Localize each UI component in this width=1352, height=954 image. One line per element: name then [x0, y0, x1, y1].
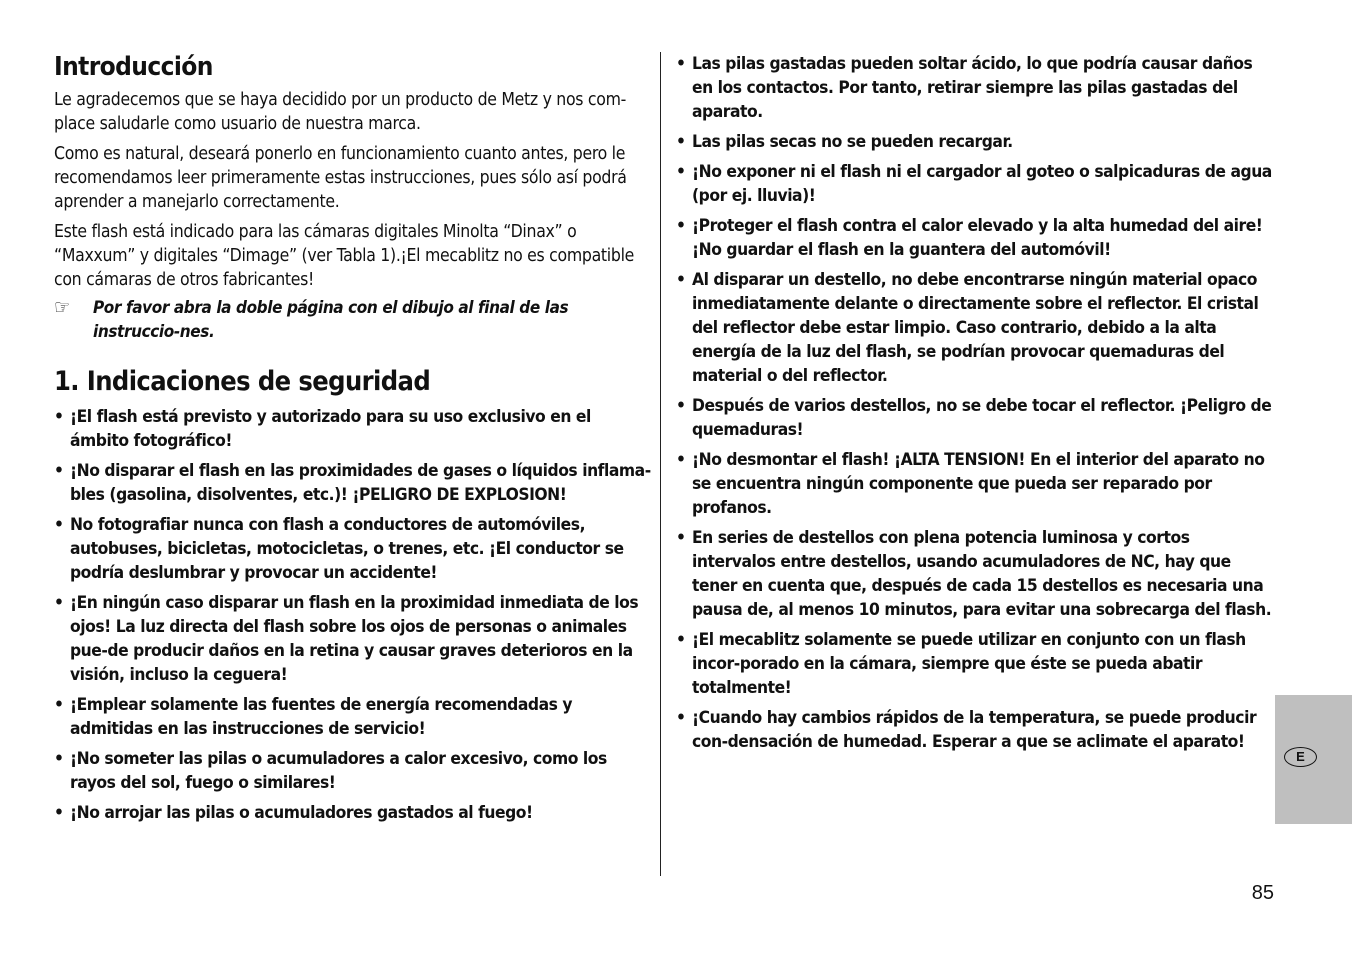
list-item: • ¡No arrojar las pilas o acumuladores gastados al fuego! [54, 803, 533, 823]
list-item: • Al disparar un destello, no debe encontrarse ningún material opaco inmediatamente delante o directamente sobre el reflector. El cristal del reflector debe estar limpio. Caso contrario, debido a la alta energía de la luz del flash, se podrían provocar quemaduras del material o del reflector. [676, 270, 1259, 386]
list-item: • Las pilas secas no se pueden recargar. [676, 132, 1013, 152]
intro-text [54, 88, 654, 298]
list-item: • ¡Proteger el flash contra el calor elevado y la alta humedad del aire! ¡No guardar el flash en la guantera del automóvil! [676, 216, 1263, 260]
intro-paragraph: Le agradecemos que se haya decidido por un producto de Metz y nos com-place saludarle como usuario de nuestra marca. [54, 90, 627, 134]
intro-note [54, 296, 654, 344]
pointing-hand-icon: ☞ [54, 295, 70, 319]
language-tab [1275, 695, 1352, 824]
list-item: • ¡No disparar el flash en las proximidades de gases o líquidos inflama-bles (gasolina, disolventes, etc.)! ¡PELIGRO DE EXPLOSION! [54, 461, 651, 505]
list-item: • Las pilas gastadas pueden soltar ácido, lo que podría causar daños en los contactos. Por tanto, retirar siempre las pilas gastadas del aparato. [676, 54, 1253, 122]
safety-heading: 1. Indicaciones de seguridad [54, 366, 431, 397]
list-item: • ¡No someter las pilas o acumuladores a calor excesivo, como los rayos del sol, fuego o similares! [54, 749, 607, 793]
intro-paragraph: Como es natural, deseará ponerlo en funcionamiento cuanto antes, pero le recomendamos leer primeramente estas instrucciones, pues sólo así podrá aprender a manejarlo correctamente. [54, 144, 627, 212]
list-item: • ¡El mecablitz solamente se puede utilizar en conjunto con un flash incor-porado en la cámara, siempre que éste se pueda abatir totalmente! [676, 630, 1246, 698]
list-item: • ¡No desmontar el flash! ¡ALTA TENSION! En el interior del aparato no se encuentra ningún componente que pueda ser reparado por profanos. [676, 450, 1265, 518]
intro-paragraph: Este flash está indicado para las cámaras digitales Minolta “Dinax” o “Maxxum” y digitales “Dimage” (ver Tabla 1).¡El mecablitz no es compatible con cámaras de otros fabricantes! [54, 222, 635, 290]
list-item: • ¡No exponer ni el flash ni el cargador al goteo o salpicaduras de agua (por ej. lluvia)! [676, 162, 1272, 206]
intro-heading: Introducción [54, 52, 213, 82]
safety-list-right [676, 52, 1276, 760]
note-text: Por favor abra la doble página con el dibujo al final de las instruccio-nes. [93, 298, 569, 342]
page-number: 85 [1251, 882, 1274, 904]
list-item: • En series de destellos con plena potencia luminosa y cortos intervalos entre destellos, usando acumuladores de NC, hay que tener en cuenta que, después de cada 15 destellos es necesaria una pausa de, al menos 10 minutos, para evitar una sobrecarga del flash. [676, 528, 1272, 620]
language-label: E [1284, 747, 1317, 767]
safety-list-left [54, 405, 654, 831]
list-item: • Después de varios destellos, no se debe tocar el reflector. ¡Peligro de quemaduras! [676, 396, 1272, 440]
list-item: • No fotografiar nunca con flash a conductores de automóviles, autobuses, bicicletas, motocicletas, o trenes, etc. ¡El conductor se podría deslumbrar y provocar un accidente! [54, 515, 624, 583]
list-item: • ¡Cuando hay cambios rápidos de la temperatura, se puede producir con-densación de humedad. Esperar a que se aclimate el aparato! [676, 708, 1257, 752]
list-item: • ¡En ningún caso disparar un flash en la proximidad inmediata de los ojos! La luz directa del flash sobre los ojos de personas o animales pue-de producir daños en la retina y causar graves deterioros en la visión, incluso la ceguera! [54, 593, 639, 685]
list-item: • ¡Emplear solamente las fuentes de energía recomendadas y admitidas en las instrucciones de servicio! [54, 695, 573, 739]
column-divider [660, 52, 661, 876]
list-item: • ¡El flash está previsto y autorizado para su uso exclusivo en el ámbito fotográfico! [54, 407, 591, 451]
